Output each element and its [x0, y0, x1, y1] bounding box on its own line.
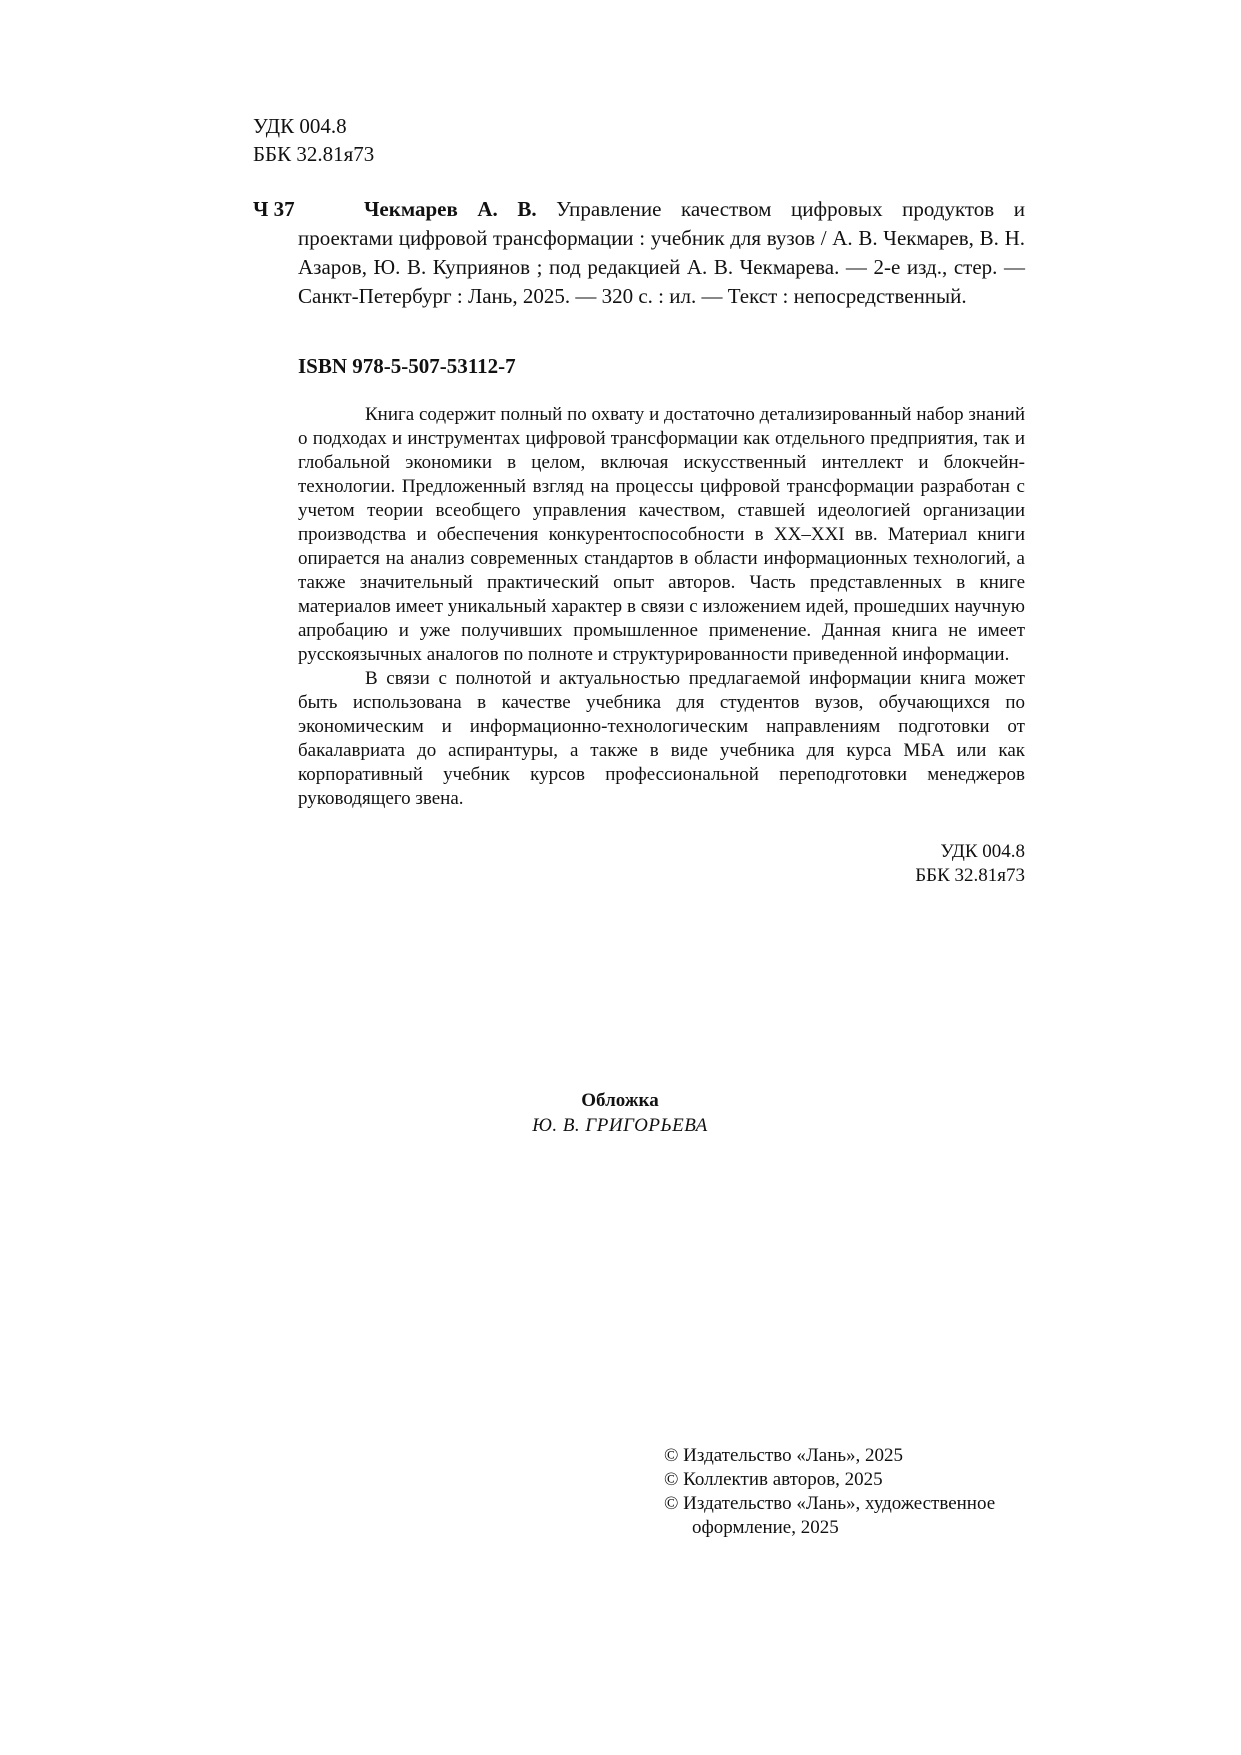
- cover-designer: Ю. В. ГРИГОРЬЕВА: [532, 1115, 708, 1136]
- udk-code: УДК 004.8: [253, 114, 347, 138]
- isbn: ISBN 978-5-507-53112-7: [298, 354, 516, 378]
- classification-bottom: [820, 840, 1025, 888]
- abstract-paragraph: Книга содержит полный по охвату и достаточно детализированный набор знаний о подходах и инструментах цифровой трансформации как отдельного предприятия, так и глобальной экономики в целом, включая искусственный интеллект и блокчейн-технологии. Предложенный взгляд на процессы цифровой трансформации разработан с учетом теории всеобщего управления качеством, ставшей идеологией организации производства и обеспечения конкурентоспособности в XX–XXI вв. Материал книги опирается на анализ современных стандартов в области информационных технологий, а также значительный практический опыт авторов. Часть представленных в книге материалов имеет уникальный характер в связи с изложением идей, прошедших научную апробацию и уже получивших промышленное применение. Данная книга не имеет русскоязычных аналогов по полноте и структурированности приведенной информации.: [298, 404, 1025, 665]
- copyright-line-continuation: оформление, 2025: [692, 1517, 839, 1538]
- bibliographic-record: [298, 195, 1025, 311]
- bbk-code: ББК 32.81я73: [915, 865, 1025, 886]
- author-name: Чекмарев А. В.: [364, 197, 537, 221]
- copyright-line: © Издательство «Лань», художественное: [664, 1493, 996, 1514]
- author-mark: Ч 37: [253, 197, 295, 221]
- copyright-line: © Коллектив авторов, 2025: [664, 1469, 883, 1490]
- bibliographic-description: Управление качеством цифровых продуктов и проектами цифровой трансформации : учебник для вузов / А. В. Чекмарев, В. Н. Азаров, Ю. В. Куприянов ; под редакцией А. В. Чекмарева. — 2-е изд., стер. — Санкт-Петербург : Лань, 2025. — 320 с. : ил. — Текст : непосредственный.: [298, 197, 1025, 308]
- copyright-line: © Издательство «Лань», 2025: [664, 1445, 904, 1466]
- cover-credit: [450, 1088, 790, 1138]
- abstract: [298, 403, 1025, 811]
- bbk-code: ББК 32.81я73: [253, 142, 375, 166]
- udk-code: УДК 004.8: [940, 841, 1025, 862]
- classification-top: [253, 112, 374, 168]
- copyright-block: [664, 1444, 1064, 1540]
- cover-label: Обложка: [581, 1090, 659, 1111]
- abstract-paragraph: В связи с полнотой и актуальностью предлагаемой информации книга может быть использована в качестве учебника для студентов вузов, обучающихся по экономическим и информационно-технологическим направлениям подготовки от бакалавриата до аспирантуры, а также в виде учебника для курса МБА или как корпоративный учебник курсов профессиональной переподготовки менеджеров руководящего звена.: [298, 668, 1025, 809]
